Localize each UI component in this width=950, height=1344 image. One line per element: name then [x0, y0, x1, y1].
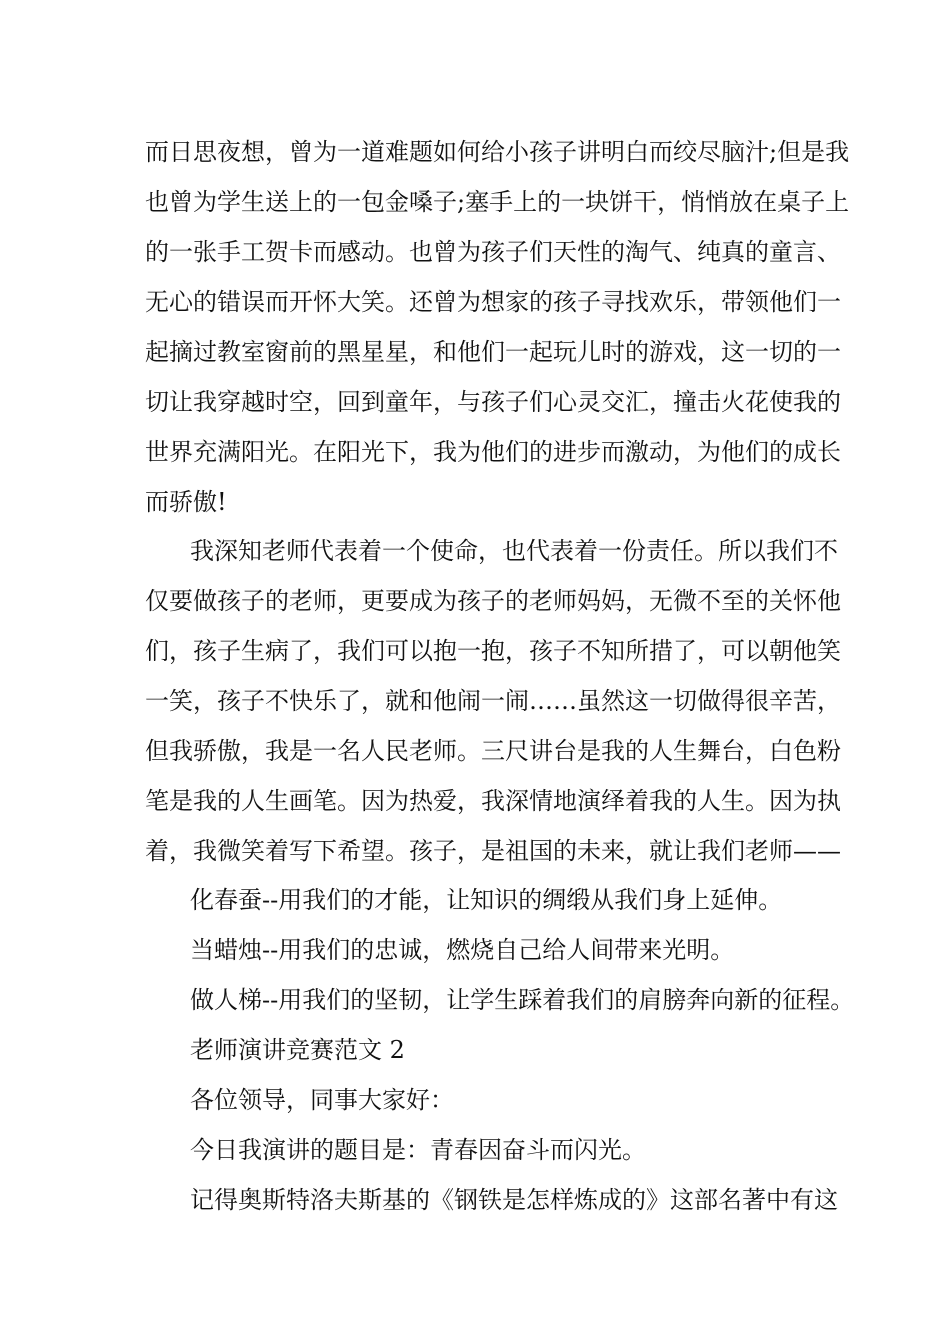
final-line: 记得奥斯特洛夫斯基的《钢铁是怎样炼成的》这部名著中有这: [190, 1186, 838, 1214]
paragraph-1-line-6: 切让我穿越时空，回到童年，与孩子们心灵交汇，撞击火花使我的: [145, 388, 841, 416]
paragraph-1-line-5: 起摘过教室窗前的黑星星，和他们一起玩儿时的游戏，这一切的一: [145, 338, 841, 366]
paragraph-2-line-3: 们，孩子生病了，我们可以抱一抱，孩子不知所措了，可以朝他笑: [145, 637, 841, 665]
paragraph-2-line-7: 着，我微笑着写下希望。孩子，是祖国的未来，就让我们老师——: [145, 837, 841, 865]
paragraph-2-line-1: 我深知老师代表着一个使命，也代表着一份责任。所以我们不: [190, 537, 838, 565]
topic-line: 今日我演讲的题目是：青春因奋斗而闪光。: [190, 1136, 646, 1164]
ladder-line: 做人梯--用我们的坚韧，让学生踩着我们的肩膀奔向新的征程。: [190, 986, 855, 1014]
paragraph-2-line-6: 笔是我的人生画笔。因为热爱，我深情地演绎着我的人生。因为执: [145, 787, 841, 815]
section-title: 老师演讲竞赛范文 2: [190, 1036, 405, 1064]
paragraph-1-line-3: 的一张手工贺卡而感动。也曾为孩子们天性的淘气、纯真的童言、: [145, 238, 841, 266]
candle-line: 当蜡烛--用我们的忠诚，燃烧自己给人间带来光明。: [190, 936, 735, 964]
paragraph-1-line-4: 无心的错误而开怀大笑。还曾为想家的孩子寻找欢乐，带领他们一: [145, 288, 841, 316]
silkworm-line: 化春蚕--用我们的才能，让知识的绸缎从我们身上延伸。: [190, 886, 783, 914]
paragraph-2-line-5: 但我骄傲，我是一名人民老师。三尺讲台是我的人生舞台，白色粉: [145, 737, 841, 765]
greeting-line: 各位领导，同事大家好：: [190, 1086, 454, 1114]
paragraph-1-line-8: 而骄傲!: [145, 488, 227, 516]
paragraph-1-line-7: 世界充满阳光。在阳光下，我为他们的进步而激动，为他们的成长: [145, 438, 841, 466]
paragraph-2-line-2: 仅要做孩子的老师，更要成为孩子的老师妈妈，无微不至的关怀他: [145, 587, 841, 615]
paragraph-2-line-4: 一笑，孩子不快乐了，就和他闹一闹……虽然这一切做得很辛苦，: [145, 687, 841, 715]
paragraph-1-line-2: 也曾为学生送上的一包金嗓子;塞手上的一块饼干，悄悄放在桌子上: [145, 188, 850, 216]
paragraph-1-line-1: 而日思夜想，曾为一道难题如何给小孩子讲明白而绞尽脑汁;但是我: [145, 138, 850, 166]
